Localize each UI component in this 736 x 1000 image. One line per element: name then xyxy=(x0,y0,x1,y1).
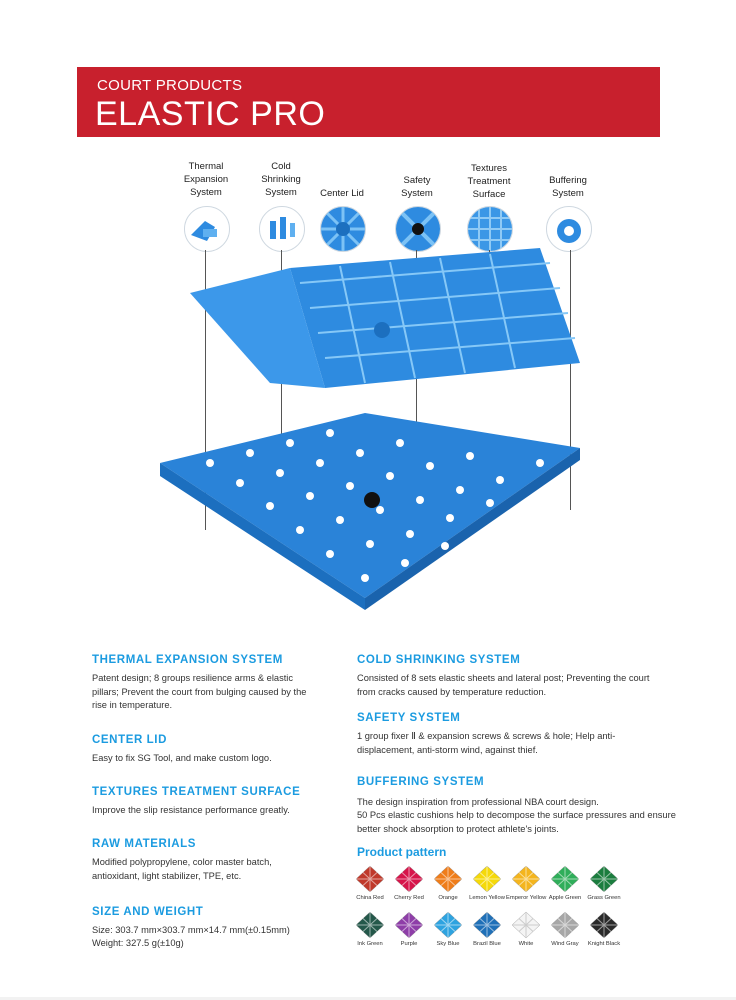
pattern-tile-icon xyxy=(472,865,502,893)
pattern-tile-icon xyxy=(550,911,580,939)
pattern-swatch-label: Purple xyxy=(400,941,418,947)
body-buffering-1: The design inspiration from professional NBA court design. xyxy=(357,797,599,807)
pattern-swatch-label: Ink Green xyxy=(357,941,383,947)
pattern-swatch xyxy=(350,911,390,947)
pattern-swatch-label: Lemon Yellow xyxy=(469,895,505,901)
heading-center-lid: CENTER LID xyxy=(92,734,167,746)
pattern-swatch xyxy=(350,865,390,901)
weight-text: Weight: 327.5 g(±10g) xyxy=(92,938,184,948)
pattern-swatch xyxy=(428,911,468,947)
pattern-swatch xyxy=(584,865,624,901)
body-buffering-2: 50 Pcs elastic cushions help to decompose the surface pressures and ensure better shock absorption to protect athlete's joints. xyxy=(357,810,676,834)
pattern-swatch-label: Apple Green xyxy=(548,895,582,901)
body-safety: 1 group fixer Ⅱ & expansion screws & screws & hole; Help anti-displacement, anti-storm wind, against thief. xyxy=(357,731,616,755)
body-center-lid: Easy to fix SG Tool, and make custom logo. xyxy=(92,753,272,763)
banner-title: ELASTIC PRO xyxy=(95,95,326,133)
pattern-tile-icon xyxy=(433,865,463,893)
cold-shrinking-detail-icon xyxy=(259,206,305,252)
texture-surface-detail-icon xyxy=(467,206,513,252)
feature-label-buffering: Buffering System xyxy=(549,175,587,199)
banner-subtitle: COURT PRODUCTS xyxy=(97,77,243,94)
heading-buffering: BUFFERING SYSTEM xyxy=(357,776,485,788)
pattern-tile-icon xyxy=(355,865,385,893)
pattern-tile-icon xyxy=(394,911,424,939)
feature-label-thermal: Thermal Expansion System xyxy=(183,161,229,198)
heading-cold: COLD SHRINKING SYSTEM xyxy=(357,654,521,666)
pattern-tile-icon xyxy=(550,865,580,893)
feature-label-cold: Cold Shrinking System xyxy=(261,161,301,198)
pattern-swatch xyxy=(506,865,546,901)
product-pattern-title: Product pattern xyxy=(357,845,447,859)
buffering-system-detail-icon xyxy=(546,206,592,252)
pattern-swatch xyxy=(428,865,468,901)
pattern-swatch xyxy=(545,911,585,947)
pattern-swatch xyxy=(506,911,546,947)
pattern-tile-icon xyxy=(589,911,619,939)
pattern-swatch-label: Knight Black xyxy=(587,941,621,947)
pattern-tile-icon xyxy=(433,911,463,939)
pattern-swatch xyxy=(389,911,429,947)
pattern-tile-icon xyxy=(589,865,619,893)
heading-raw-materials: RAW MATERIALS xyxy=(92,838,197,850)
pattern-swatch-label: White xyxy=(518,941,534,947)
pattern-swatch xyxy=(389,865,429,901)
center-lid-detail-icon xyxy=(320,206,366,252)
pattern-swatch-label: Sky Blue xyxy=(436,941,460,947)
body-cold: Consisted of 8 sets elastic sheets and lateral post; Preventing the court from cracks caused by temperature reduction. xyxy=(357,673,650,697)
pattern-tile-icon xyxy=(472,911,502,939)
pattern-swatch xyxy=(584,911,624,947)
pattern-swatch-label: Grass Green xyxy=(587,895,621,901)
safety-system-detail-icon xyxy=(395,206,441,252)
pattern-swatch xyxy=(467,865,507,901)
pattern-tile-icon xyxy=(511,911,541,939)
pattern-swatch-label: Wind Gray xyxy=(551,941,579,947)
heading-thermal: THERMAL EXPANSION SYSTEM xyxy=(92,654,283,666)
pattern-swatch-label: Cherry Red xyxy=(394,895,424,901)
thermal-expansion-detail-icon xyxy=(184,206,230,252)
pattern-tile-icon xyxy=(394,865,424,893)
body-thermal: Patent design; 8 groups resilience arms & elastic pillars; Prevent the court from bulging caused by the rise in temperature. xyxy=(92,673,307,710)
pattern-swatch xyxy=(467,911,507,947)
heading-safety: SAFETY SYSTEM xyxy=(357,712,461,724)
pattern-swatch xyxy=(545,865,585,901)
pattern-swatch-label: Orange xyxy=(438,895,458,901)
heading-size-weight: SIZE AND WEIGHT xyxy=(92,906,204,918)
body-raw-materials: Modified polypropylene, color master batch, antioxidant, light stabilizer, TPE, etc. xyxy=(92,857,272,881)
size-text: Size: 303.7 mm×303.7 mm×14.7 mm(±0.15mm) xyxy=(92,925,290,935)
heading-textures: TEXTURES TREATMENT SURFACE xyxy=(92,786,301,798)
pattern-swatch-label: Brazil Blue xyxy=(473,941,501,947)
title-banner xyxy=(77,67,660,137)
feature-label-safety: Safety System xyxy=(401,175,433,199)
feature-label-center-lid: Center Lid xyxy=(320,188,364,199)
feature-label-textures: Textures Treatment Surface xyxy=(467,163,511,200)
body-textures: Improve the slip resistance performance greatly. xyxy=(92,805,290,815)
pattern-tile-icon xyxy=(355,911,385,939)
exploded-tile-illustration xyxy=(150,248,590,618)
pattern-swatch-label: Emperor Yellow xyxy=(506,895,547,901)
pattern-tile-icon xyxy=(511,865,541,893)
pattern-swatch-label: China Red xyxy=(356,895,384,901)
